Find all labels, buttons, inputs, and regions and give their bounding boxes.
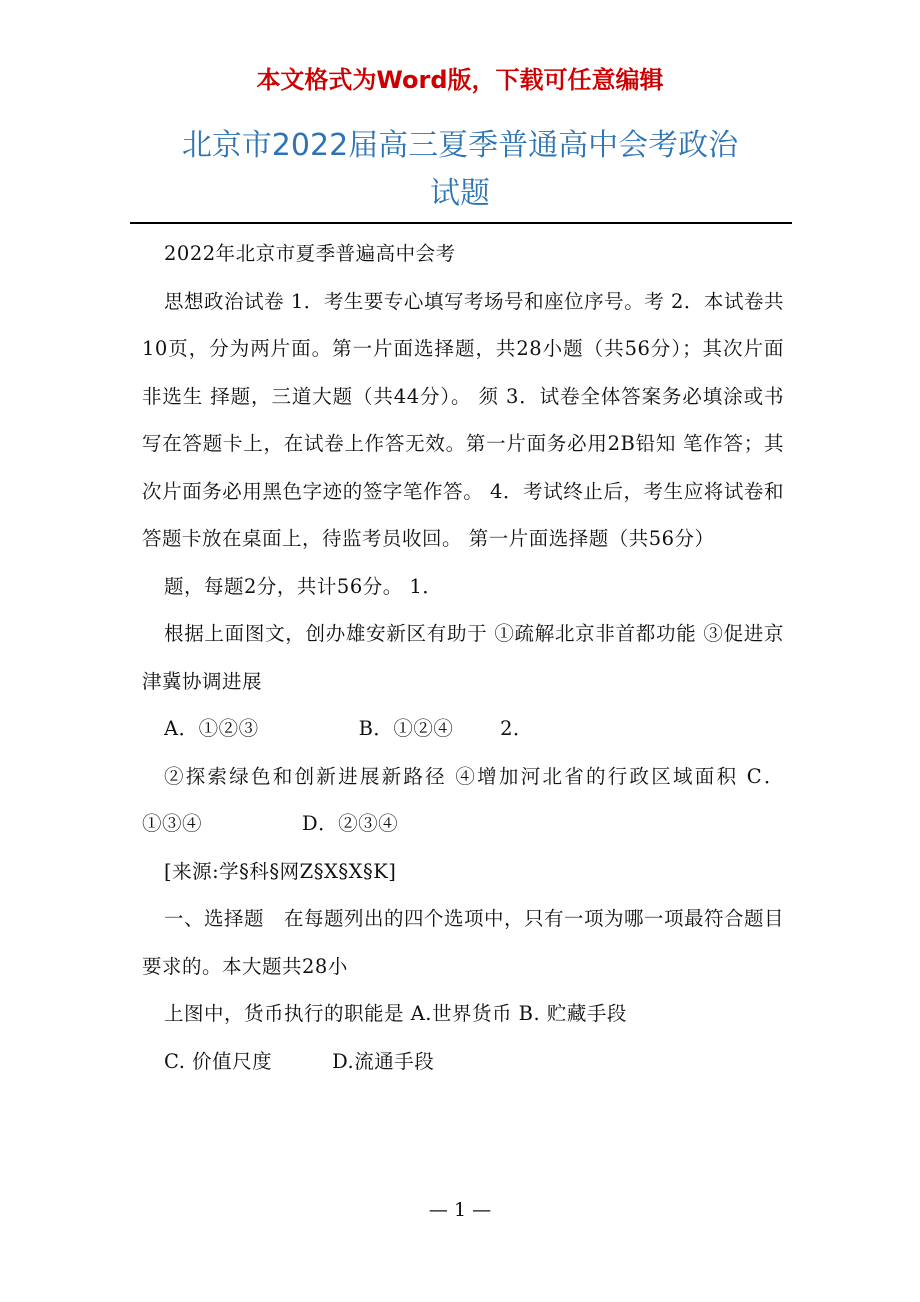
page-number: — 1 — [428, 1199, 492, 1221]
question-scoring-paragraph: 题，每题2分，共计56分。 1． [164, 574, 443, 598]
question-1-stem: 根据上面图文，创办雄安新区有助于 ①疏解北京非首都功能 ③促进京津冀协调进展 [142, 622, 784, 693]
title-divider [130, 222, 792, 224]
exam-instructions-paragraph: 思想政治试卷 1．考生要专心填写考场号和座位序号。考 2．本试卷共10页，分为两片面。第一片面选择题，共28小题（共56分）；其次片面非选生 择题，三道大题（共44分）。 须 3．试卷全体答案务必填涂或书写在答题卡上，在试卷上作答无效。第一片面务必用2B铅知 笔作答；其次片面务必用黑色字迹的签字笔作答。 4．考试终止后，考生应将试卷和答题卡放在桌面上，待监考员收回。 第一片面选择题（共56分） [142, 289, 784, 550]
question-2-options: C. 价值尺度 D.流通手段 [164, 1049, 435, 1073]
section-heading-paragraph: 一、选择题 在每题列出的四个选项中，只有一项为哪一项最符合题目要求的。本大题共28小 [142, 907, 785, 978]
format-notice-banner: 本文格式为Word版，下载可任意编辑 [256, 66, 664, 94]
exam-heading-paragraph: 2022年北京市夏季普遍高中会考 [164, 242, 456, 265]
title-line-2: 试题 [430, 176, 490, 211]
document-body [142, 230, 784, 1085]
title-line-1: 北京市2022届高三夏季普通高中会考政治 [181, 128, 739, 163]
question-1-options-cd: ②探索绿色和创新进展新路径 ④增加河北省的行政区域面积 C．①③④ D．②③④ [142, 764, 784, 835]
question-1-options-ab: A．①②③ B．①②④ 2． [164, 717, 534, 740]
document-title [120, 122, 800, 218]
question-2-stem: 上图中，货币执行的职能是 A.世界货币 B. 贮藏手段 [164, 1002, 627, 1025]
source-note: [来源:学§科§网Z§X§X§K] [164, 859, 397, 883]
